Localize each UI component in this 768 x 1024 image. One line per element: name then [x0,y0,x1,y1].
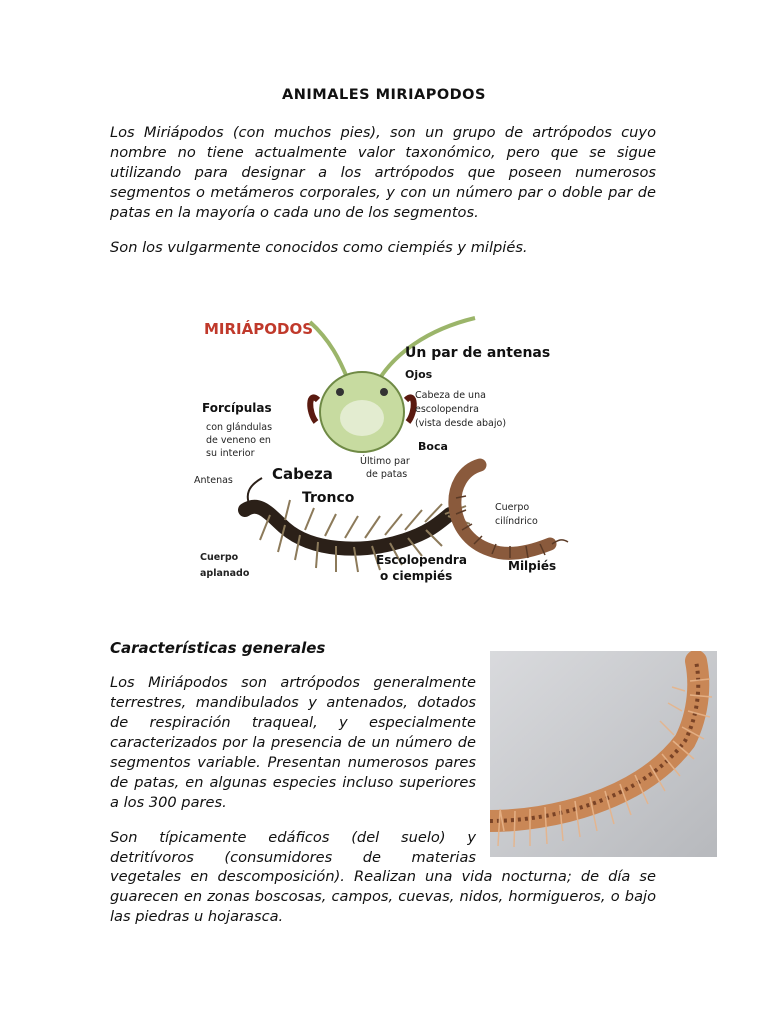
diagram-title: MIRIÁPODOS [204,320,313,338]
section-paragraph-2-top: Son típicamente edáficos (del suelo) y detritívoros (consumidores de materias [110,829,476,866]
label-ultimo-par-2: de patas [366,469,408,480]
label-forcipulas-desc-2: de veneno en [206,435,271,446]
label-cabeza: Cabeza [272,465,333,483]
millipede-photo [490,651,717,857]
label-cabeza-escolopendra-3: (vista desde abajo) [415,418,507,429]
section-paragraph-1: Los Miriápodos son artrópodos generalmente terrestres, mandibulados y antenados, dotados de respiración traqueal, y especialmente caracterizados por la presencia de un número de segmentos variable. Presentan numerosos pares de patas, en algunas especies incluso superiores a los 300 pares. [110,674,476,811]
label-cabeza-escolopendra-1: Cabeza de una [415,390,486,401]
label-forcipulas-desc-3: su interior [206,448,255,459]
label-antenas: Antenas [194,475,233,486]
intro-paragraph: Los Miriápodos (con muchos pies), son un grupo de artrópodos cuyo nombre no tiene actualmente valor taxonómico, pero que se sigue utilizando para designar a los artrópodos que poseen numerosos segmentos o metámeros corporales, y con un número par o doble par de patas en la mayoría o cada uno de los segmentos. [110,124,656,221]
label-forcipulas-desc-1: con glándulas [206,422,273,433]
label-forcipulas: Forcípulas [202,401,272,415]
label-antenas-par: Un par de antenas [405,345,551,361]
page-title: ANIMALES MIRIAPODOS [282,87,486,103]
label-tronco: Tronco [302,490,355,506]
label-cuerpo-cilindrico-2: cilíndrico [495,516,538,527]
label-cuerpo-cilindrico-1: Cuerpo [495,502,530,513]
label-cuerpo-aplanado-1: Cuerpo [200,552,239,563]
intro-paragraph-2: Son los vulgarmente conocidos como ciempiés y milpiés. [110,239,528,256]
myriapod-diagram [190,300,590,590]
label-cuerpo-aplanado-2: aplanado [200,568,250,579]
label-cabeza-escolopendra-2: escolopendra [415,404,479,415]
section-heading: Características generales [110,639,326,657]
label-escolopendra-2: o ciempiés [380,569,453,583]
section-paragraph-2-rest: vegetales en descomposición). Realizan una vida nocturna; de día se guarecen en zonas boscosas, campos, cuevas, nidos, hormigueros, o bajo las piedras u hojarasca. [110,868,656,925]
label-escolopendra-1: Escolopendra [376,553,467,567]
label-ultimo-par-1: Último par [360,456,410,467]
label-ojos: Ojos [405,368,433,381]
label-milpies: Milpiés [508,559,557,573]
label-boca: Boca [418,440,448,453]
